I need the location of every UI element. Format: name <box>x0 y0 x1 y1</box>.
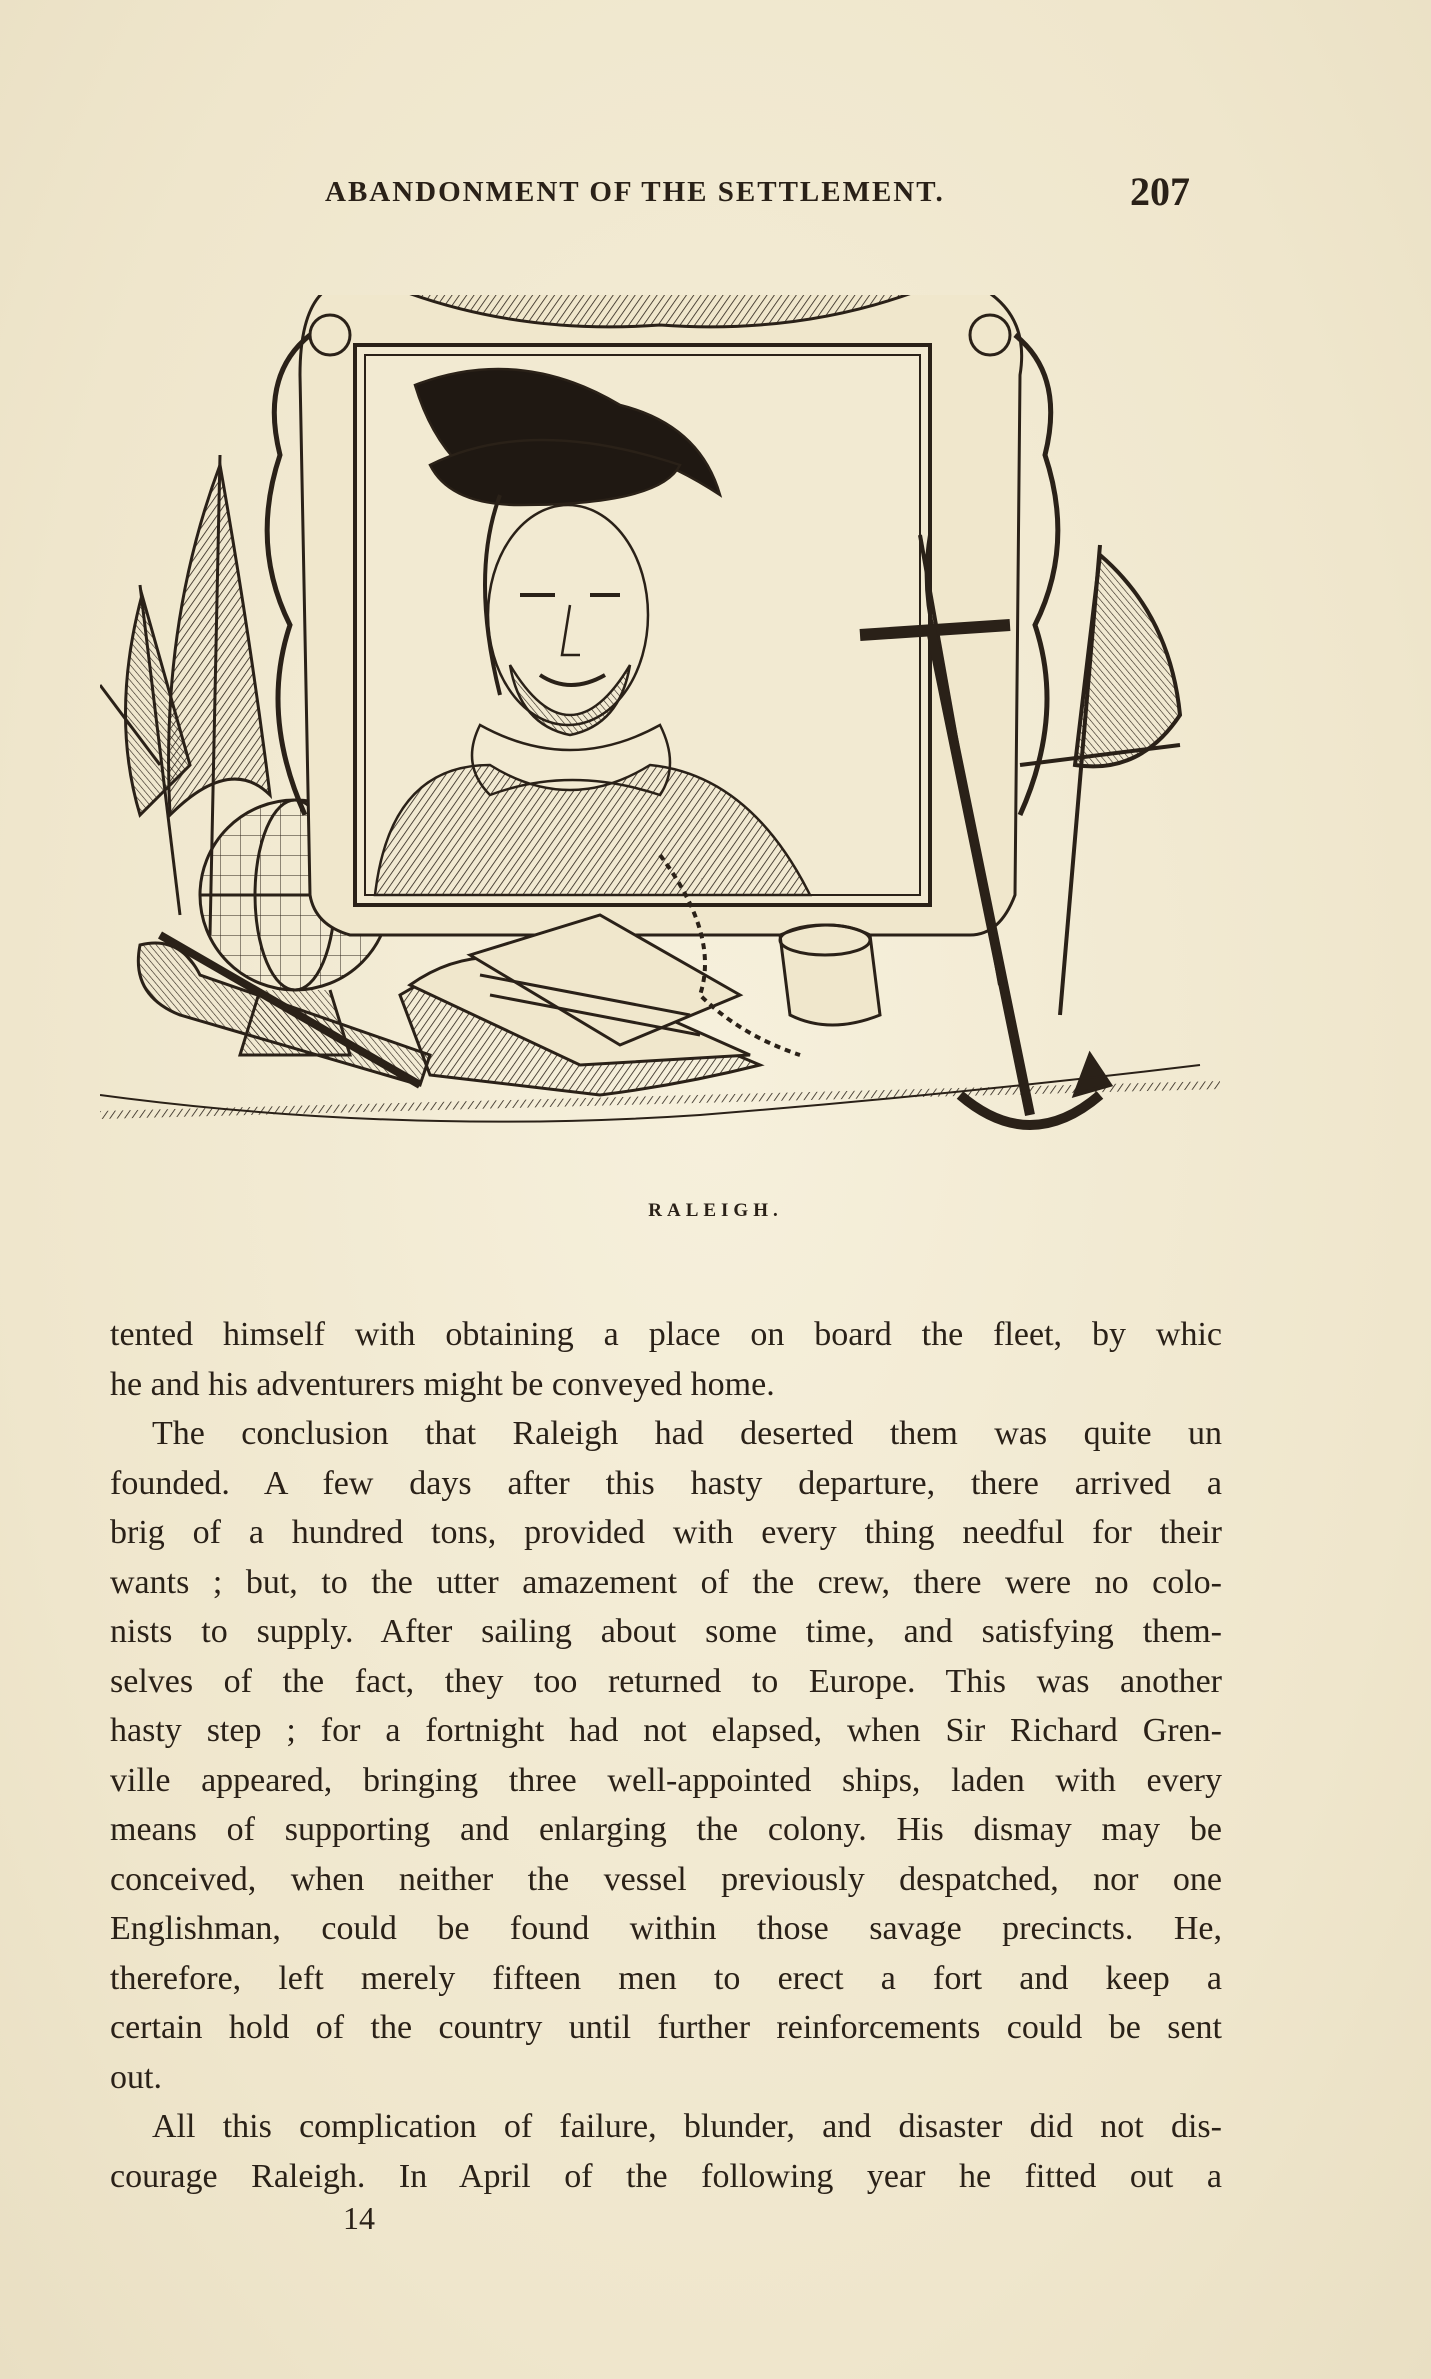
running-title: ABANDONMENT OF THE SETTLEMENT. <box>325 176 945 208</box>
text-line: The conclusion that Raleigh had deserted them was quite un <box>152 1415 1222 1452</box>
text-line: therefore, left merely fifteen men to erect a fort and keep a <box>110 1959 1222 1997</box>
page-number: 207 <box>1130 169 1190 214</box>
body-text <box>110 1310 1222 2201</box>
text-line: courage Raleigh. In April of the following year he fitted out a <box>110 2157 1222 2195</box>
raleigh-portrait-engraving <box>100 295 1220 1175</box>
text-line: ville appeared, bringing three well-appointed ships, laden with every <box>110 1761 1222 1799</box>
text-line: brig of a hundred tons, provided with every thing needful for their <box>110 1514 1222 1551</box>
text-line: Englishman, could be found within those savage precincts. He, <box>110 1910 1222 1947</box>
text-line: founded. A few days after this hasty departure, there arrived a <box>110 1464 1222 1502</box>
illustration-caption: RALEIGH. <box>648 1200 783 1221</box>
signature-mark: 14 <box>343 2200 375 2236</box>
text-line: selves of the fact, they too returned to Europe. This was another <box>110 1662 1222 1700</box>
text-line: he and his adventurers might be conveyed home. <box>110 1365 775 1403</box>
text-line: wants ; but, to the utter amazement of the crew, there were no colo- <box>110 1563 1222 1601</box>
text-line: hasty step ; for a fortnight had not elapsed, when Sir Richard Gren- <box>110 1712 1222 1749</box>
text-line: tented himself with obtaining a place on board the fleet, by whic <box>110 1316 1222 1353</box>
text-line: means of supporting and enlarging the colony. His dismay may be <box>110 1811 1222 1848</box>
text-line: certain hold of the country until further reinforcements could be sent <box>110 2009 1222 2046</box>
text-line: All this complication of failure, blunder, and disaster did not dis- <box>152 2108 1222 2145</box>
text-line: conceived, when neither the vessel previously despatched, nor one <box>110 1860 1222 1898</box>
running-head <box>110 168 1190 218</box>
text-line: nists to supply. After sailing about some time, and satisfying them- <box>110 1613 1222 1650</box>
text-line: out. <box>110 2058 162 2096</box>
